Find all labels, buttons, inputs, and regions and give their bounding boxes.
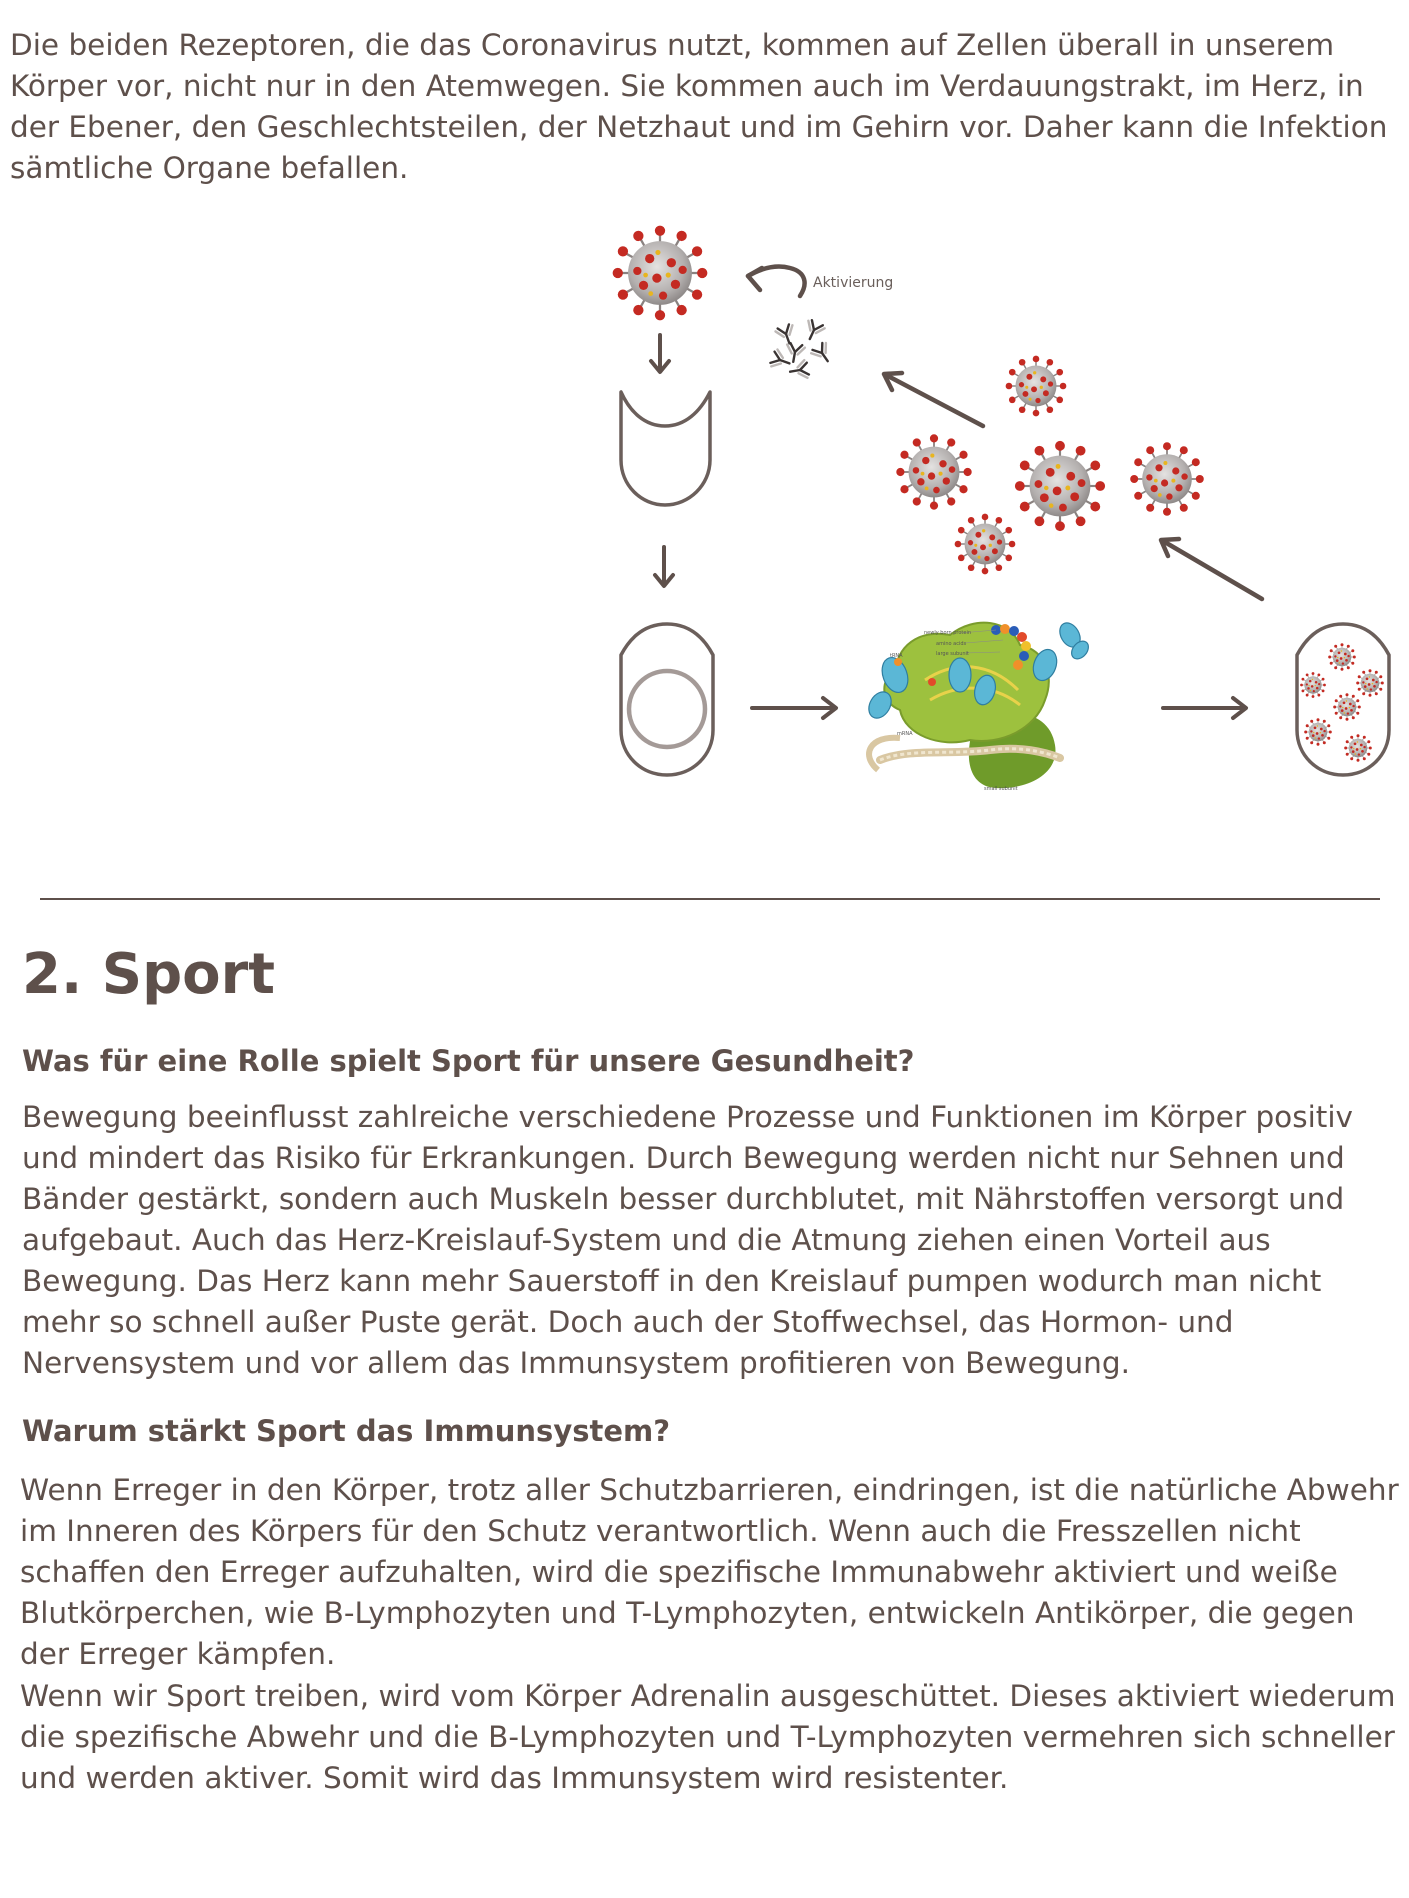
diagonal-arrow-icon: [884, 373, 983, 426]
question-heading-immune-system: Warum stärkt Sport das Immunsystem?: [22, 1414, 671, 1448]
down-arrow-icon: [651, 335, 669, 372]
right-arrow-icon: [752, 698, 836, 718]
virus-icon: [955, 514, 1016, 575]
virus-icon: [1015, 441, 1105, 531]
virus-icon: [613, 226, 708, 321]
diagonal-arrow-icon: [1161, 539, 1262, 599]
activation-label: Aktivierung: [813, 275, 894, 291]
intro-paragraph: Die beiden Rezeptoren, die das Coronavirus nutzt, kommen auf Zellen überall in unserem Körper vor, nicht nur in den Atemwegen. Sie kommen auch im Verdauungstrakt, im Herz, in der Ebener, den Geschlechtsteilen, der Netzhaut und im Gehirn vor. Daher kann die Infektion sämtliche Organe befallen.: [10, 28, 1388, 185]
section-divider: [40, 898, 1380, 900]
newly-born-protein-label: newly born protein: [924, 630, 972, 636]
answer-paragraph-immune-defense: Wenn Erreger in den Körper, trotz aller Schutzbarrieren, eindringen, ist die natürliche Abwehr im Inneren des Körpers für den Schutz verantwortlich. Wenn auch die Fresszellen nicht schaffen den Erreger aufzuhalten, wird die spezifische Immunabwehr aktiviert und weiße Blutkörperchen, wie B-Lymphozyten und T-Lymphozyten, entwickeln Antikörper, die gegen der Erreger kämpfen.: [20, 1473, 1399, 1671]
infected-cell-icon: [621, 624, 713, 775]
section-title: 2. Sport: [22, 942, 276, 1007]
mrna-label: mRNA: [897, 731, 913, 737]
down-arrow-icon: [655, 547, 673, 586]
amino-acids-label: amino acids: [936, 641, 967, 647]
activation-arrow-icon: [748, 266, 805, 296]
antibodies-icon: [769, 319, 835, 381]
large-subunit-label: large subunit: [936, 651, 969, 657]
right-arrow-icon: [1163, 698, 1246, 718]
small-subunit-label: small subunit: [984, 786, 1018, 792]
virus-icon: [1006, 356, 1067, 417]
question-heading-role-of-sport: Was für eine Rolle spielt Sport für unsere Gesundheit?: [22, 1044, 915, 1078]
answer-paragraph-adrenaline: Wenn wir Sport treiben, wird vom Körper Adrenalin ausgeschüttet. Dieses aktiviert wiederum die spezifische Abwehr und die B-Lymphozyten und T-Lymphozyten vermehren sich schneller und werden aktiver. Somit wird das Immunsystem wird resistenter.: [20, 1679, 1396, 1795]
virus-icon: [896, 434, 971, 509]
answer-paragraph-role-of-sport: Bewegung beeinflusst zahlreiche verschiedene Prozesse und Funktionen im Körper positiv und mindert das Risiko für Erkrankungen. Durch Bewegung werden nicht nur Sehnen und Bänder gestärkt, sondern auch Muskeln besser durchblutet, mit Nährstoffen versorgt und aufgebaut. Auch das Herz-Kreislauf-System und die Atmung ziehen einen Vorteil aus Bewegung. Das Herz kann mehr Sauerstoff in den Kreislauf pumpen wodurch man nicht mehr so schnell außer Puste gerät. Doch auch der Stoffwechsel, das Hormon- und Nervensystem und vor allem das Immunsystem profitieren von Bewegung.: [22, 1100, 1354, 1380]
virus-filled-cell-icon: [1297, 624, 1389, 775]
trna-label: tRNA: [890, 653, 903, 659]
infection-cycle-diagram: [0, 200, 1409, 820]
host-cell-receptor-icon: [621, 392, 710, 505]
ribosome-illustration: [864, 619, 1091, 792]
virus-icon: [1130, 442, 1204, 516]
virus-cluster: [896, 356, 1204, 575]
